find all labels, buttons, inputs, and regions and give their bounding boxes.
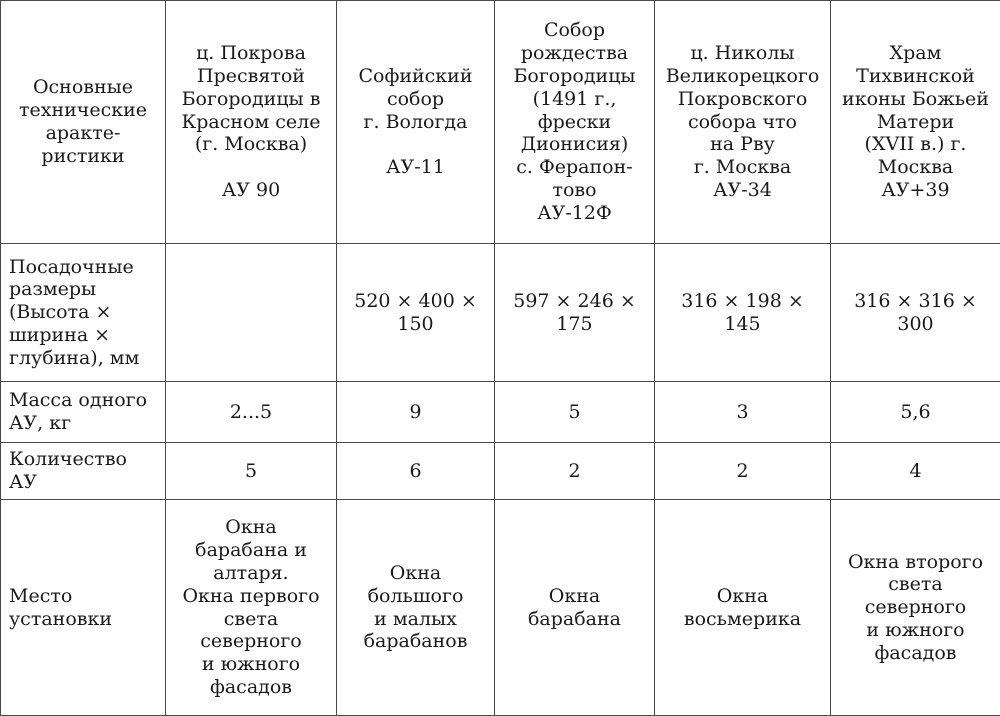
row-label-location: Место установки <box>1 500 166 716</box>
table-cell: 5 <box>166 443 337 500</box>
table-cell: Окна восьмерика <box>655 500 831 716</box>
column-header-ferapontovo: Собор рождества Богородицы (1491 г., фрески Дионисия) с. Ферапон- тово АУ-12Ф <box>495 1 655 244</box>
table-cell: Окна второго света северного и южного фасадов <box>831 500 1000 716</box>
table-cell: 5 <box>495 382 655 443</box>
header-row <box>1 1 1000 244</box>
table-row-quantity <box>1 443 1000 500</box>
table-cell: 2...5 <box>166 382 337 443</box>
column-header-pokrova: ц. Покрова Пресвятой Богородицы в Красном селе (г. Москва) АУ 90 <box>166 1 337 244</box>
table-cell: 6 <box>337 443 495 500</box>
table-cell: 4 <box>831 443 1000 500</box>
row-label-mass: Масса одного АУ, кг <box>1 382 166 443</box>
table-row-dimensions <box>1 244 1000 382</box>
corner-header-cell: Основные технические аракте- ристики <box>1 1 166 244</box>
table-cell: 5,6 <box>831 382 1000 443</box>
table-cell: 597 × 246 × 175 <box>495 244 655 382</box>
table-cell: 2 <box>655 443 831 500</box>
table-cell: 316 × 198 × 145 <box>655 244 831 382</box>
table-row-mass <box>1 382 1000 443</box>
column-header-sofiysky: Софийский собор г. Вологда АУ-11 <box>337 1 495 244</box>
table-cell: 520 × 400 × 150 <box>337 244 495 382</box>
table-cell: Окна барабана <box>495 500 655 716</box>
table-cell: Окна большого и малых барабанов <box>337 500 495 716</box>
table-cell: 316 × 316 × 300 <box>831 244 1000 382</box>
row-label-quantity: Количество АУ <box>1 443 166 500</box>
column-header-nikoly: ц. Николы Великорецкого Покровского собора что на Рву г. Москва АУ-34 <box>655 1 831 244</box>
table-cell: Окна барабана и алтаря. Окна первого света северного и южного фасадов <box>166 500 337 716</box>
table-row-location <box>1 500 1000 716</box>
table-cell: 9 <box>337 382 495 443</box>
table-cell: 2 <box>495 443 655 500</box>
table-cell <box>166 244 337 382</box>
column-header-tikhvinskoy: Храм Тихвинской иконы Божьей Матери (XVII в.) г. Москва АУ+39 <box>831 1 1000 244</box>
row-label-dimensions: Посадочные размеры (Высота × ширина × глубина), мм <box>1 244 166 382</box>
table-cell: 3 <box>655 382 831 443</box>
